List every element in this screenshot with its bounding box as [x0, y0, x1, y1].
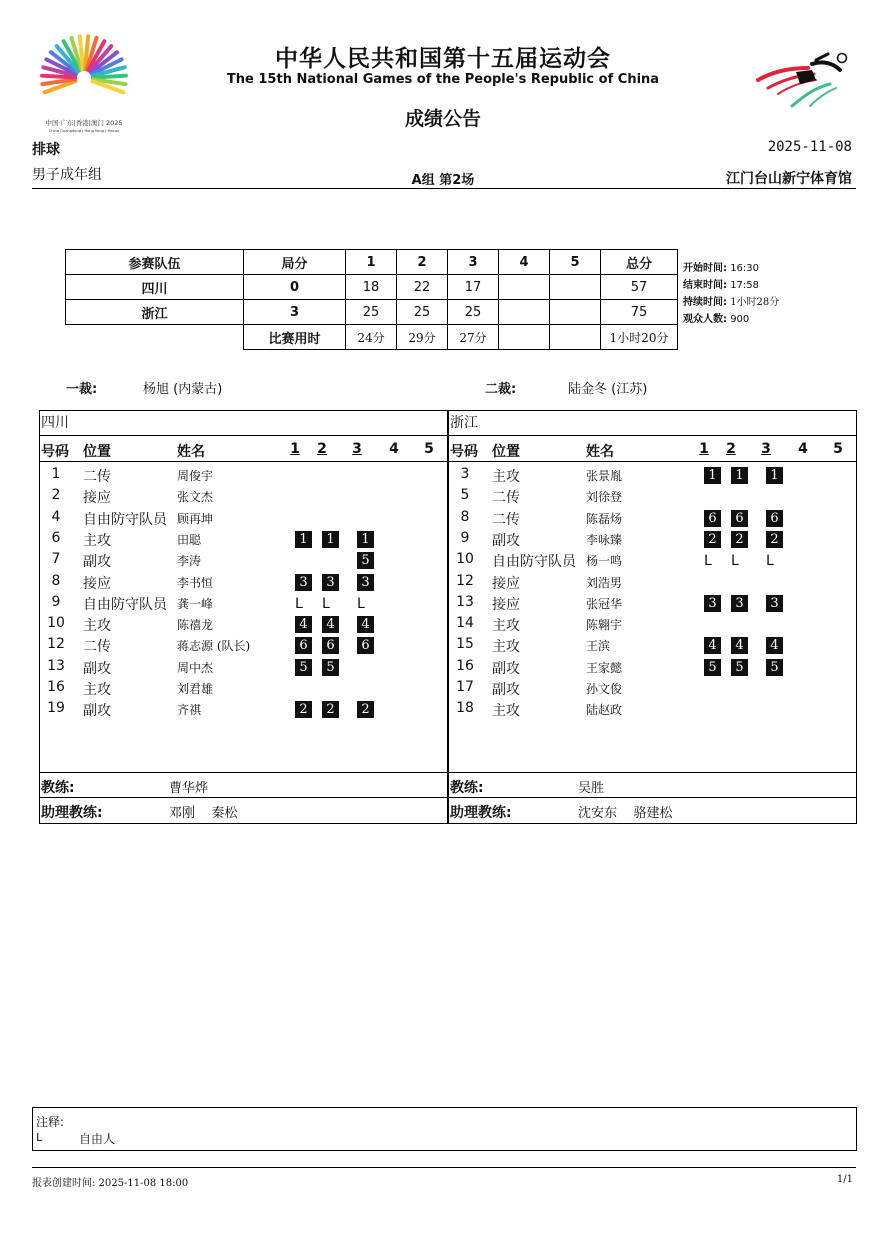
player-row — [40, 571, 447, 592]
rotation-box: 1 — [731, 467, 748, 484]
team-name: 四川 — [66, 275, 244, 300]
rotation-box: 3 — [357, 574, 374, 591]
start-time — [683, 259, 759, 274]
header-position: 位置 — [492, 444, 520, 460]
player-row — [40, 549, 447, 570]
rotation-box: 6 — [357, 637, 374, 654]
header-set-1: 1 — [346, 250, 397, 275]
coach-name: 曹华烨 — [169, 781, 209, 796]
rotation-box: 2 — [731, 531, 748, 548]
player-number: 10 — [456, 551, 474, 568]
player-name: 陈磊炀 — [586, 511, 623, 526]
player-name: 李书恒 — [177, 575, 214, 590]
assistant-coach-row — [40, 798, 447, 823]
rotation-box: 4 — [322, 616, 339, 633]
player-position: 主攻 — [492, 469, 520, 485]
player-position: 接应 — [83, 490, 111, 507]
player-position: 主攻 — [83, 682, 111, 698]
player-name: 周俊宇 — [177, 469, 214, 483]
set-1-score: 25 — [346, 300, 397, 325]
page-number: 1/1 — [836, 1174, 853, 1185]
player-number: 3 — [460, 466, 470, 482]
rotation-box: 4 — [766, 637, 783, 654]
player-row — [449, 656, 856, 677]
player-row — [449, 634, 856, 655]
header-set-5: 5 — [833, 441, 843, 457]
player-number: 19 — [47, 700, 65, 717]
rotation-box: 6 — [295, 637, 312, 654]
venue-label: 江门台山新宁体育馆 — [726, 171, 852, 187]
player-row — [449, 571, 856, 592]
rotation-box: 5 — [295, 659, 312, 676]
header-set-5: 5 — [424, 441, 434, 457]
player-name: 陈翱宇 — [586, 618, 623, 633]
player-name: 顾再坤 — [177, 511, 214, 526]
rotation-box: 6 — [322, 637, 339, 654]
player-row — [40, 528, 447, 549]
player-number: 13 — [47, 657, 65, 674]
set-1-duration: 24分 — [346, 325, 397, 350]
match-date: 2025-11-08 — [767, 139, 852, 155]
duration-label: 持续时间: — [683, 297, 727, 308]
total-score: 75 — [601, 300, 678, 325]
audience — [683, 310, 749, 325]
player-name: 王家懿 — [586, 660, 623, 675]
player-row — [449, 549, 856, 570]
player-number: 17 — [456, 679, 474, 695]
player-row — [449, 528, 856, 549]
header-divider — [32, 188, 856, 189]
player-position: 接应 — [492, 596, 520, 613]
header-number: 号码 — [41, 444, 69, 460]
coach-row — [40, 772, 447, 798]
audience-label: 观众人数: — [683, 314, 727, 325]
player-position: 接应 — [83, 575, 111, 592]
player-row — [449, 592, 856, 613]
assistant-coach-names: 邓刚 秦松 — [169, 806, 238, 821]
rotation-box: 5 — [704, 659, 721, 676]
document-title: 成绩公告 — [404, 108, 481, 130]
rotation-box: 1 — [357, 531, 374, 548]
player-number: 18 — [456, 700, 474, 717]
player-row — [449, 464, 856, 485]
player-number: 7 — [51, 551, 61, 568]
player-row — [449, 677, 856, 698]
notes-value: 自由人 — [79, 1132, 116, 1146]
player-number: 5 — [460, 487, 470, 504]
player-number: 9 — [51, 593, 61, 610]
score-table — [65, 249, 678, 350]
player-row — [40, 464, 447, 485]
duration — [683, 293, 779, 308]
player-number: 14 — [456, 615, 474, 632]
player-number: 2 — [51, 487, 61, 504]
coach-label: 教练: — [41, 780, 75, 796]
player-position: 二传 — [492, 511, 520, 528]
player-row — [449, 613, 856, 634]
header-set-3: 3 — [352, 441, 362, 457]
header-set-2: 2 — [397, 250, 448, 275]
player-number: 6 — [51, 529, 61, 546]
end-time-label: 结束时间: — [683, 280, 727, 291]
rotation-box: 2 — [704, 531, 721, 548]
roster-panel-left — [39, 410, 448, 824]
player-position: 主攻 — [492, 639, 520, 656]
header-set-3: 3 — [448, 250, 499, 275]
player-number: 8 — [51, 572, 61, 589]
total-duration: 1小时20分 — [601, 325, 678, 350]
rotation-box: 6 — [731, 510, 748, 527]
libero-mark: L — [766, 553, 774, 570]
header-set-2: 2 — [726, 441, 736, 457]
rotation-box: 5 — [766, 659, 783, 676]
coach-row — [449, 772, 856, 798]
libero-mark: L — [731, 553, 739, 570]
header-sets: 局分 — [244, 250, 346, 275]
libero-mark: L — [704, 553, 712, 570]
header-set-2: 2 — [317, 441, 327, 457]
rotation-box: 3 — [704, 595, 721, 612]
duration-label: 比赛用时 — [244, 325, 346, 350]
player-position: 二传 — [83, 469, 111, 485]
score-row-team-2 — [66, 300, 678, 325]
header-set-1: 1 — [699, 441, 709, 457]
player-position: 接应 — [492, 575, 520, 592]
set-5-score — [550, 300, 601, 325]
header-team: 参赛队伍 — [66, 250, 244, 275]
player-row — [40, 698, 447, 719]
team-title: 浙江 — [449, 411, 856, 436]
header-set-4: 4 — [389, 441, 399, 457]
audience-value: 900 — [730, 314, 750, 325]
player-position: 二传 — [83, 639, 111, 656]
end-time — [683, 276, 759, 291]
rotation-box: 6 — [766, 510, 783, 527]
rotation-box: 6 — [704, 510, 721, 527]
player-row — [40, 677, 447, 698]
player-name: 张文杰 — [177, 490, 214, 505]
player-number: 10 — [47, 615, 65, 632]
start-time-value: 16:30 — [730, 263, 760, 274]
set-4-score — [499, 300, 550, 325]
set-4-score — [499, 275, 550, 300]
player-number: 4 — [51, 508, 61, 525]
header-set-4: 4 — [499, 250, 550, 275]
assistant-coach-names: 沈安东 骆建松 — [578, 806, 673, 821]
player-name: 齐祺 — [177, 703, 202, 718]
player-number: 16 — [456, 657, 474, 674]
player-position: 自由防守队员 — [492, 554, 576, 571]
set-3-score: 25 — [448, 300, 499, 325]
player-position: 副攻 — [492, 660, 520, 677]
footer-divider — [32, 1167, 856, 1168]
rotation-box: 2 — [766, 531, 783, 548]
coach-label: 教练: — [450, 780, 484, 796]
player-name: 李咏臻 — [586, 532, 623, 547]
rotation-box: 2 — [357, 701, 374, 718]
header-total: 总分 — [601, 250, 678, 275]
rotation-box: 1 — [704, 467, 721, 484]
player-name: 刘君雄 — [177, 682, 214, 696]
roster-header — [40, 436, 447, 462]
duration-row — [66, 325, 678, 350]
set-1-score: 18 — [346, 275, 397, 300]
rotation-box: 4 — [704, 637, 721, 654]
player-row — [40, 613, 447, 634]
player-position: 二传 — [492, 490, 520, 507]
rotation-box: 5 — [731, 659, 748, 676]
header-number: 号码 — [450, 444, 478, 460]
set-2-score: 22 — [397, 275, 448, 300]
games-title-cn: 中华人民共和国第十五届运动会 — [275, 46, 611, 72]
player-position: 主攻 — [83, 532, 111, 549]
notes-box — [32, 1107, 857, 1151]
player-name: 张景胤 — [586, 469, 623, 483]
set-3-duration: 27分 — [448, 325, 499, 350]
rotation-box: 4 — [295, 616, 312, 633]
player-position: 主攻 — [492, 618, 520, 635]
assistant-coach-row — [449, 798, 856, 823]
rotation-box: 3 — [295, 574, 312, 591]
rotation-box: 1 — [766, 467, 783, 484]
player-name: 周中杰 — [177, 660, 214, 675]
rotation-box: 3 — [731, 595, 748, 612]
header-name: 姓名 — [586, 444, 614, 460]
report-created-time: 报表创建时间: 2025-11-08 18:00 — [32, 1178, 189, 1189]
notes-key: L — [36, 1131, 43, 1144]
set-5-duration — [550, 325, 601, 350]
player-name: 孙文俊 — [586, 682, 623, 696]
player-position: 副攻 — [492, 532, 520, 549]
player-number: 13 — [456, 593, 474, 610]
rotation-box: 3 — [322, 574, 339, 591]
first-referee-name: 杨旭 (内蒙古) — [143, 382, 223, 397]
player-row — [40, 507, 447, 528]
player-name: 李涛 — [177, 554, 202, 569]
player-name: 田聪 — [177, 532, 202, 547]
player-row — [449, 507, 856, 528]
rotation-box: 3 — [766, 595, 783, 612]
first-referee-label: 一裁: — [66, 382, 98, 397]
player-name: 杨一鸣 — [586, 554, 623, 569]
header-set-3: 3 — [761, 441, 771, 457]
total-score: 57 — [601, 275, 678, 300]
player-position: 主攻 — [83, 618, 111, 635]
roster-header — [449, 436, 856, 462]
second-referee-name: 陆金冬 (江苏) — [568, 382, 648, 397]
header-set-4: 4 — [798, 441, 808, 457]
player-number: 9 — [460, 529, 470, 546]
player-position: 副攻 — [83, 660, 111, 677]
libero-mark: L — [357, 595, 365, 612]
set-5-score — [550, 275, 601, 300]
games-title-en: The 15th National Games of the People's Republic of China — [226, 72, 660, 87]
player-row — [449, 698, 856, 719]
player-position: 副攻 — [83, 703, 111, 720]
player-row — [40, 592, 447, 613]
player-name: 龚一峰 — [177, 596, 214, 611]
player-name: 陈禧龙 — [177, 618, 214, 633]
player-position: 自由防守队员 — [83, 596, 167, 613]
rotation-box: 2 — [295, 701, 312, 718]
player-number: 8 — [460, 508, 470, 525]
player-number: 1 — [51, 466, 61, 482]
player-name: 蒋志源 (队长) — [177, 639, 251, 654]
rotation-box: 4 — [357, 616, 374, 633]
player-position: 主攻 — [492, 703, 520, 720]
header-set-5: 5 — [550, 250, 601, 275]
set-4-duration — [499, 325, 550, 350]
rotation-box: 2 — [322, 701, 339, 718]
end-time-value: 17:58 — [730, 280, 760, 291]
notes-title: 注释: — [36, 1115, 65, 1129]
roster-panel-right — [448, 410, 857, 824]
set-2-score: 25 — [397, 300, 448, 325]
player-position: 副攻 — [83, 554, 111, 571]
second-referee-label: 二裁: — [485, 382, 517, 397]
player-number: 12 — [456, 572, 474, 589]
set-2-duration: 29分 — [397, 325, 448, 350]
header-name: 姓名 — [177, 444, 205, 460]
set-3-score: 17 — [448, 275, 499, 300]
player-name: 陆赵政 — [586, 703, 623, 718]
coach-name: 吴胜 — [578, 781, 605, 796]
rotation-box: 5 — [322, 659, 339, 676]
sport-label: 排球 — [32, 142, 60, 158]
category-label: 男子成年组 — [32, 167, 102, 183]
rotation-box: 5 — [357, 552, 374, 569]
logo-caption: 中国·广东|香港|澳门 2025 — [45, 119, 123, 127]
header-position: 位置 — [83, 444, 111, 460]
duration-value: 1小时28分 — [730, 297, 780, 308]
header-set-1: 1 — [290, 441, 300, 457]
libero-mark: L — [322, 595, 330, 612]
team-name: 浙江 — [66, 300, 244, 325]
logo-subcaption: China Guangdong | Hong Kong | Macao — [48, 129, 120, 133]
player-row — [40, 656, 447, 677]
player-name: 刘浩男 — [586, 575, 623, 590]
player-row — [40, 634, 447, 655]
team-sets: 3 — [244, 300, 346, 325]
rotation-box: 1 — [295, 531, 312, 548]
rotation-box: 4 — [731, 637, 748, 654]
assistant-coach-label: 助理教练: — [41, 805, 103, 821]
player-number: 12 — [47, 636, 65, 653]
player-number: 15 — [456, 636, 474, 653]
player-name: 刘徐登 — [586, 490, 623, 505]
player-row — [40, 485, 447, 506]
assistant-coach-label: 助理教练: — [450, 805, 512, 821]
blank-cell — [66, 325, 244, 350]
start-time-label: 开始时间: — [683, 263, 727, 274]
score-row-team-1 — [66, 275, 678, 300]
player-number: 16 — [47, 679, 65, 695]
player-name: 张冠华 — [586, 596, 623, 611]
score-header-row — [66, 250, 678, 275]
player-name: 王滨 — [586, 639, 611, 654]
team-sets: 0 — [244, 275, 346, 300]
team-title: 四川 — [40, 411, 447, 436]
libero-mark: L — [295, 595, 303, 612]
player-position: 副攻 — [492, 682, 520, 698]
rotation-box: 1 — [322, 531, 339, 548]
player-position: 自由防守队员 — [83, 511, 167, 528]
player-row — [449, 485, 856, 506]
group-label: A组 第2场 — [411, 173, 475, 188]
